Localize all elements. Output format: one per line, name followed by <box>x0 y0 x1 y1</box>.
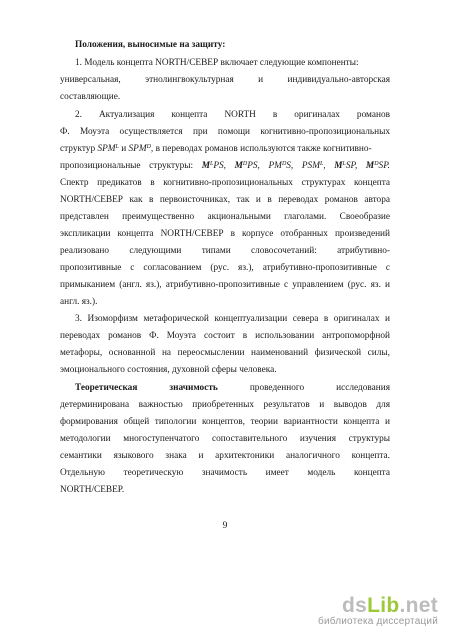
p4-line-2: детерминирована важностью приобретенных результатов и выводов для <box>60 400 390 410</box>
p4-line-4: методологии многоступенчатого сопоставительного изучения структуры <box>60 434 390 444</box>
p2-line-3: структур $SPM^L$ и $SPM^D$, в переводах романов используются также когнитивно- <box>60 144 372 154</box>
p1-line-3: составляющие. <box>60 92 121 102</box>
p2-line-8: экспликации концепта NORTH/СЕВЕР в корпусе отобранных произведений <box>60 229 390 239</box>
p4-line-3: формирования общей типологии концептов, теории вариантности концепта и <box>60 417 390 427</box>
p3-line-1: 3. Изоморфизм метафорической концептуализации севера в оригиналах и <box>75 314 390 324</box>
p3-line-2: переводах романов Ф. Моуэта состоит в использовании антропоморфной <box>60 331 390 341</box>
p2-line-6: NORTH/СЕВЕР как в первоисточниках, так и в переводах романов автора <box>60 195 390 205</box>
p1-line-2: универсальная, этнолингвокультурная и индивидуально-авторская <box>60 75 391 85</box>
p3-line-3: метафоры, основанной на переосмыслении наименований физической силы, <box>60 348 390 358</box>
p2-line-11: примыканием (англ. яз.), атрибутивно-пропозитивные с управлением (рус. яз. и <box>60 280 390 290</box>
p4-line-5: семантики языкового знака и архитектоники аналогичного концепта. <box>60 451 390 461</box>
p2-line-10: пропозитивные с согласованием (рус. яз.), атрибутивно-пропозитивные с <box>60 263 390 273</box>
p2-line-1: 2. Актуализация концепта NORTH в оригиналах романов <box>75 110 391 120</box>
p2-line-9: реализовано следующими типами словосочетаний: атрибутивно- <box>60 246 390 256</box>
p2-line-5: Спектр предикатов в когнитивно-пропозициональных структурах концепта <box>60 178 390 188</box>
p3-line-4: эмоционального состояния, духовной сферы человека. <box>60 365 277 375</box>
page-number: 9 <box>222 521 228 531</box>
watermark-subtitle: библиотека диссертаций <box>318 616 438 627</box>
p2-line-7: представлен преимущественно акциональными глаголами. Своеобразие <box>60 212 390 222</box>
p4-line-6: Отдельную теоретическую значимость имеет модель концепта <box>60 468 390 478</box>
p2-line-4: пропозициональные структуры: $M^LPS$, $M^DPS$, $PM^DS$, $PSM^L$, $M^LSP$, $M^DSP$. <box>60 161 390 171</box>
watermark-logo: dsLib.net <box>341 594 438 617</box>
p4-line-1: Теоретическая значимость проведенного исследования <box>75 383 391 393</box>
p2-line-12: англ. яз.). <box>60 297 98 307</box>
p4-line-7: NORTH/СЕВЕР. <box>60 485 125 495</box>
section-heading: Положения, выносимые на защиту: <box>75 40 226 50</box>
watermark <box>318 594 438 627</box>
p2-line-2: Ф. Моуэта осуществляется при помощи когнитивно-пропозициональных <box>60 127 390 137</box>
p1-line-1: 1. Модель концепта NORTH/СЕВЕР включает следующие компоненты: <box>75 58 359 68</box>
